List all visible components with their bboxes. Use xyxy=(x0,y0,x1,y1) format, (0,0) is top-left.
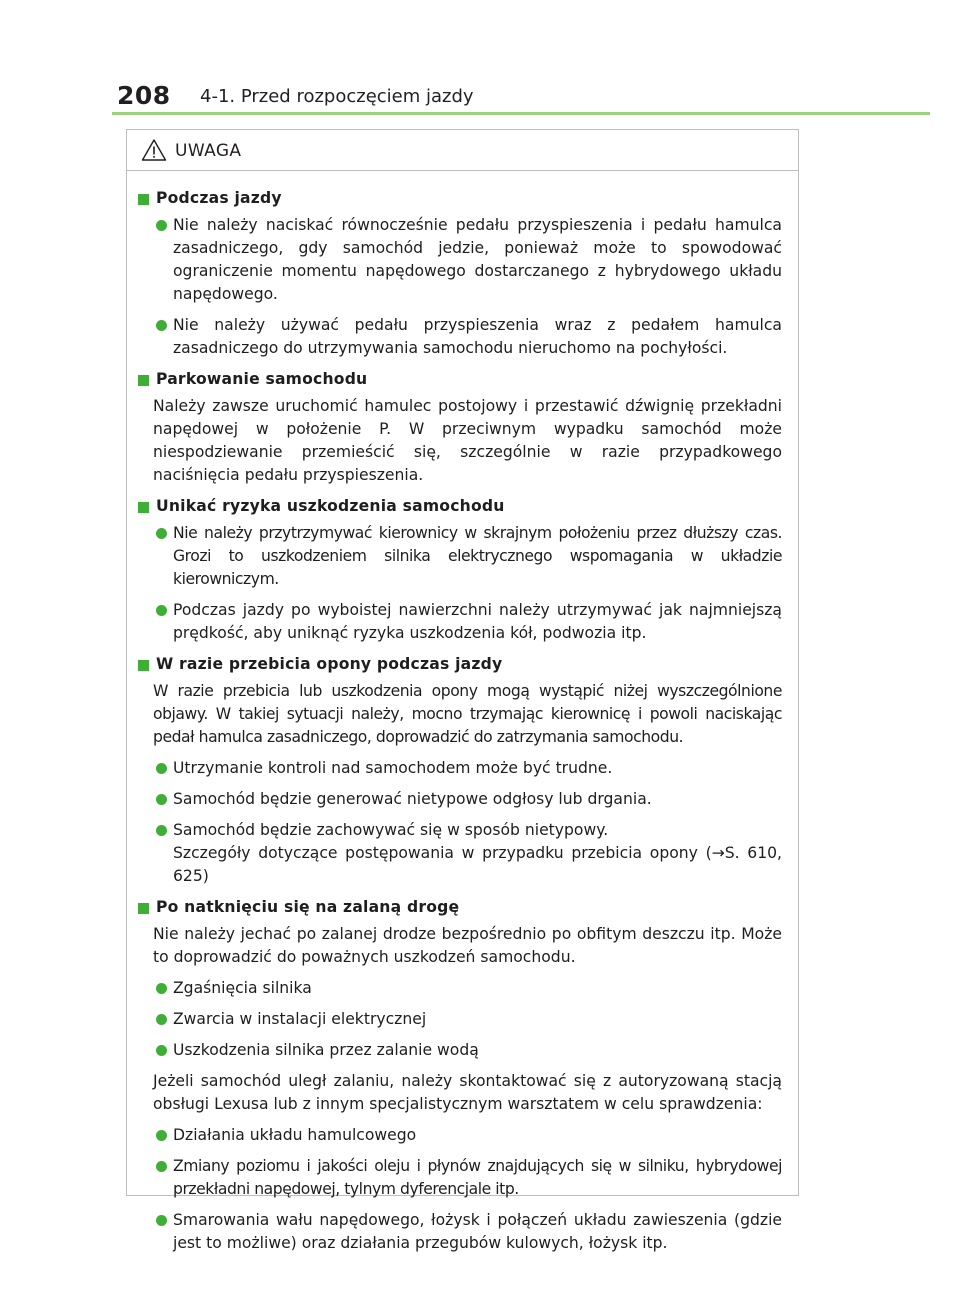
green-bullet-icon xyxy=(156,1045,167,1056)
green-square-icon xyxy=(138,194,149,205)
section-heading-text: Parkowanie samochodu xyxy=(156,370,368,388)
green-bullet-icon xyxy=(156,1130,167,1141)
green-bullet-icon xyxy=(156,1215,167,1226)
list-item xyxy=(135,1155,782,1201)
list-item-text: Nie należy przytrzymywać kierownicy w skrajnym położeniu przez dłuższy czas. Grozi to uszkodzeniem silnika elektrycznego wspomagania w układzie kierowniczym. xyxy=(173,524,782,588)
green-square-icon xyxy=(138,375,149,386)
page-number: 208 xyxy=(117,81,171,110)
section-heading xyxy=(135,187,782,210)
section-heading-text: Unikać ryzyka uszkodzenia samochodu xyxy=(156,497,505,515)
list-item-text: Zgaśnięcia silnika xyxy=(173,979,312,997)
list-item-text: Samochód będzie zachowywać się w sposób nietypowy. xyxy=(173,821,609,839)
list-item xyxy=(135,214,782,306)
list-item xyxy=(135,819,782,888)
list-item xyxy=(135,788,782,811)
section-title: 4-1. Przed rozpoczęciem jazdy xyxy=(200,86,474,107)
green-bullet-icon xyxy=(156,825,167,836)
green-bullet-icon xyxy=(156,528,167,539)
green-bullet-icon xyxy=(156,320,167,331)
list-item-text: Smarowania wału napędowego, łożysk i połączeń układu zawieszenia (gdzie jest to możliwe) oraz działania przegubów kulowych, łożysk itp. xyxy=(173,1211,782,1252)
list-item xyxy=(135,599,782,645)
section-heading xyxy=(135,896,782,919)
list-item xyxy=(135,1209,782,1255)
list-item-text: Zwarcia w instalacji elektrycznej xyxy=(173,1010,427,1028)
green-bullet-icon xyxy=(156,220,167,231)
warning-triangle-icon xyxy=(141,138,167,162)
section-heading xyxy=(135,495,782,518)
list-item-text: Działania układu hamulcowego xyxy=(173,1126,417,1144)
list-item xyxy=(135,1124,782,1147)
warning-box-title: UWAGA xyxy=(175,141,242,161)
paragraph: W razie przebicia lub uszkodzenia opony mogą wystąpić niżej wyszczególnione objawy. W takiej sytuacji należy, mocno trzymając kierownicę i powoli naciskając pedał hamulca zasadniczego, doprowadzić do zatrzymania samochodu. xyxy=(153,682,782,746)
warning-box-header xyxy=(127,130,798,171)
list-item xyxy=(135,757,782,780)
cross-reference: Szczegóły dotyczące postępowania w przypadku przebicia opony (→S. 610, 625) xyxy=(173,844,782,885)
green-square-icon xyxy=(138,660,149,671)
section-heading xyxy=(135,368,782,391)
list-item-text: Nie należy używać pedału przyspieszenia wraz z pedałem hamulca zasadniczego do utrzymywania samochodu nieruchomo na pochyłości. xyxy=(173,316,782,357)
paragraph: Nie należy jechać po zalanej drodze bezpośrednio po obfitym deszczu itp. Może to doprowadzić do poważnych uszkodzeń samochodu. xyxy=(153,925,782,966)
green-square-icon xyxy=(138,903,149,914)
list-item xyxy=(135,522,782,591)
list-item-text: Nie należy naciskać równocześnie pedału przyspieszenia i pedału hamulca zasadniczego, gdy samochód jedzie, ponieważ może to spowodować ograniczenie momentu napędowego dostarczanego z hybrydowego układu napędowego. xyxy=(173,216,782,303)
green-bullet-icon xyxy=(156,794,167,805)
green-bullet-icon xyxy=(156,763,167,774)
section-heading-text: W razie przebicia opony podczas jazdy xyxy=(156,655,503,673)
list-item xyxy=(135,314,782,360)
section-heading xyxy=(135,653,782,676)
warning-box-body xyxy=(127,171,798,1255)
green-bullet-icon xyxy=(156,1161,167,1172)
paragraph: Należy zawsze uruchomić hamulec postojowy i przestawić dźwignię przekładni napędowej w położenie P. W przeciwnym wypadku samochód może niespodziewanie przemieścić się, szczególnie w razie przypadkowego naciśnięcia pedału przyspieszenia. xyxy=(153,397,782,484)
section-heading-text: Podczas jazdy xyxy=(156,189,282,207)
page-header xyxy=(0,0,960,118)
list-item xyxy=(135,1008,782,1031)
green-square-icon xyxy=(138,502,149,513)
list-item-text: Podczas jazdy po wyboistej nawierzchni należy utrzymywać jak najmniejszą prędkość, aby uniknąć ryzyka uszkodzenia kół, podwozia itp. xyxy=(173,601,782,642)
section-heading-text: Po natknięciu się na zalaną drogę xyxy=(156,898,460,916)
list-item-text: Uszkodzenia silnika przez zalanie wodą xyxy=(173,1041,479,1059)
list-item xyxy=(135,1039,782,1062)
list-item-text: Utrzymanie kontroli nad samochodem może być trudne. xyxy=(173,759,613,777)
green-bullet-icon xyxy=(156,605,167,616)
green-bullet-icon xyxy=(156,983,167,994)
list-item xyxy=(135,977,782,1000)
list-item-text: Samochód będzie generować nietypowe odgłosy lub drgania. xyxy=(173,790,652,808)
warning-box xyxy=(126,129,799,1252)
paragraph: Jeżeli samochód uległ zalaniu, należy skontaktować się z autoryzowaną stacją obsługi Lexusa lub z innym specjalistycznym warsztatem w celu sprawdzenia: xyxy=(153,1072,782,1113)
header-rule xyxy=(112,112,930,115)
green-bullet-icon xyxy=(156,1014,167,1025)
list-item-text: Zmiany poziomu i jakości oleju i płynów znajdujących się w silniku, hybrydowej przekładni napędowej, tylnym dyferencjale itp. xyxy=(173,1157,782,1198)
